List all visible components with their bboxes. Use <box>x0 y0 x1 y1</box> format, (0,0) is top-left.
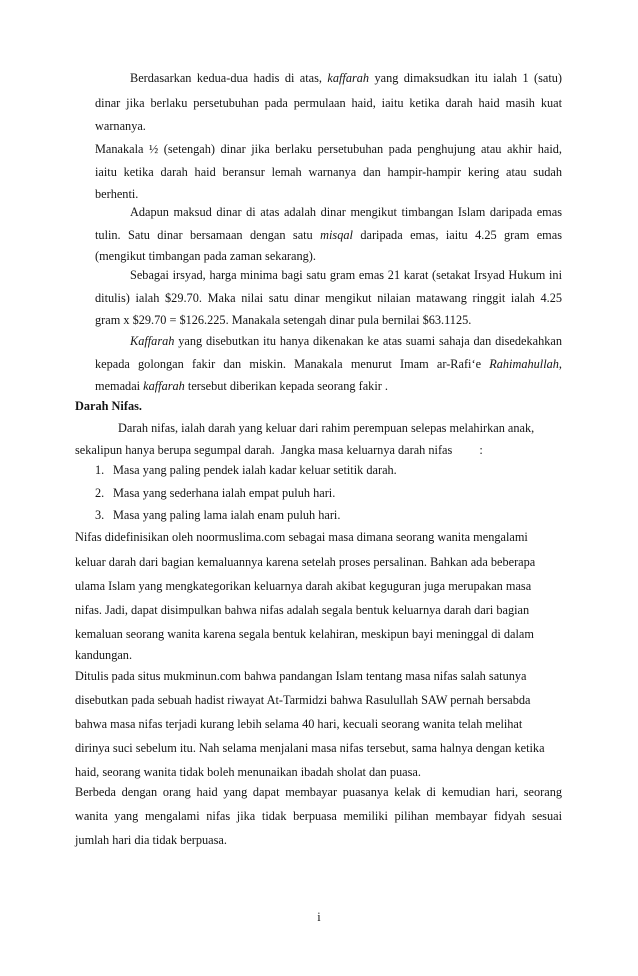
hadith-line: dirinya suci sebelum itu. Nah selama menjalani masa nifas tersebut, sama halnya dengan ketika <box>75 741 545 755</box>
list-item <box>95 507 340 523</box>
kaffarah-paragraph-line <box>95 378 388 394</box>
definition-line: nifas. Jadi, dapat disimpulkan bahwa nifas adalah segala bentuk keluarnya darah dari bagian <box>75 603 530 617</box>
kaffarah-paragraph-line <box>95 290 562 306</box>
text-segment: memadai <box>95 379 144 393</box>
kaffarah-paragraph-line <box>95 118 146 134</box>
italic-term: kaffarah <box>143 379 185 393</box>
text-segment: warnanya. <box>95 119 146 133</box>
text-segment: yang dimaksudkan itu ialah 1 (satu) <box>369 71 562 85</box>
italic-term: kaffarah <box>327 71 370 85</box>
text-segment: Adapun maksud dinar di atas adalah dinar mengikut timbangan Islam daripada emas <box>130 205 562 219</box>
text-segment: tersebut diberikan kepada seorang fakir . <box>184 379 388 393</box>
text-segment: tulin. Satu dinar bersamaan dengan satu <box>95 228 321 242</box>
kaffarah-paragraph-line <box>95 248 316 264</box>
list-item-text: Masa yang sederhana ialah empat puluh hari. <box>113 486 336 500</box>
text-segment: dinar jika berlaku persetubuhan pada permulaan haid, iaitu ketika darah haid masih kuat <box>95 96 562 110</box>
list-item <box>95 485 335 501</box>
text-segment: Manakala ½ (setengah) dinar jika berlaku persetubuhan pada penghujung atau akhir haid, <box>95 142 562 156</box>
list-item-text: Masa yang paling lama ialah enam puluh hari. <box>113 508 341 522</box>
kaffarah-paragraph-line <box>95 186 138 202</box>
italic-term: Kaffarah <box>130 334 175 348</box>
list-item <box>95 462 397 478</box>
list-item-text: Masa yang paling pendek ialah kadar keluar setitik darah. <box>113 463 397 477</box>
hadith-line: bahwa masa nifas terjadi kurang lebih selama 40 hari, kecuali seorang wanita telah melihat <box>75 717 523 731</box>
intro-colon: : <box>479 443 483 457</box>
definition-line: kemaluan seorang wanita karena segala bentuk kelahiran, meskipun bayi meninggal di dalam <box>75 627 534 641</box>
text-segment: sekalipun hanya berupa segumpal darah. Jangka masa keluarnya darah nifas <box>75 443 453 457</box>
hadith-line: haid, seorang wanita tidak boleh menunaikan ibadah sholat dan puasa. <box>75 765 421 779</box>
list-number: 1. <box>95 463 105 477</box>
hadith-line: disebutkan pada sebuah hadist riwayat At-Tarmidzi bahwa Rasulullah SAW pernah bersabda <box>75 693 531 707</box>
section-heading: Darah Nifas. <box>75 399 142 413</box>
italic-term: Rahimahullah <box>489 357 559 371</box>
kaffarah-paragraph-line <box>130 333 562 349</box>
text-segment: iaitu ketika darah haid beransur lemah warnanya dan hampir-hampir kering atau sudah <box>95 165 562 179</box>
hadith-line: Ditulis pada situs mukminun.com bahwa pandangan Islam tentang masa nifas salah satunya <box>75 669 527 683</box>
text-segment: Sebagai irsyad, harga minima bagi satu gram emas 21 karat (setakat Irsyad Hukum ini <box>130 268 562 282</box>
kaffarah-paragraph-line <box>95 164 562 180</box>
kaffarah-paragraph-line <box>95 312 471 328</box>
fidyah-line: Berbeda dengan orang haid yang dapat membayar puasanya kelak di kemudian hari, seorang <box>75 785 562 799</box>
definition-line: keluar darah dari bagian kemaluannya karena setelah proses persalinan. Bahkan ada beberapa <box>75 555 536 569</box>
list-number: 2. <box>95 486 105 500</box>
text-segment: yang disebutkan itu hanya dikenakan ke atas suami sahaja dan disedekahkan <box>174 334 562 348</box>
nifas-intro-line: Darah nifas, ialah darah yang keluar dari rahim perempuan selepas melahirkan anak, <box>118 421 535 435</box>
kaffarah-paragraph-line <box>95 95 562 111</box>
kaffarah-paragraph-line <box>95 356 562 372</box>
kaffarah-paragraph-line <box>130 70 562 86</box>
text-segment: berhenti. <box>95 187 139 201</box>
italic-term: misqal <box>320 228 353 242</box>
kaffarah-paragraph-line <box>95 227 562 243</box>
text-segment: daripada emas, iaitu 4.25 gram emas <box>352 228 562 242</box>
nifas-intro-line <box>75 442 483 458</box>
definition-line: Nifas didefinisikan oleh noormuslima.com sebagai masa dimana seorang wanita mengalami <box>75 530 528 544</box>
definition-line: ulama Islam yang mengkategorikan keluarnya darah akibat keguguran juga merupakan masa <box>75 579 532 593</box>
text-segment: (mengikut timbangan pada zaman sekarang). <box>95 249 316 263</box>
text-segment: gram x $29.70 = $126.225. Manakala setengah dinar pula bernilai $63.1125. <box>95 313 472 327</box>
text-segment: kepada golongan fakir dan miskin. Manakala menurut Imam ar-Rafi‘e <box>95 357 490 371</box>
fidyah-line: wanita yang mengalami nifas jika tidak berpuasa memiliki pilihan membayar fidyah sesuai <box>75 809 562 823</box>
text-segment: ditulis) ialah $29.70. Maka nilai satu dinar mengikut nilaian matawang ringgit ialah 4.25 <box>95 291 562 305</box>
text-segment: Berdasarkan kedua-dua hadis di atas, <box>130 71 328 85</box>
list-number: 3. <box>95 508 105 522</box>
kaffarah-paragraph-line <box>130 267 562 283</box>
page-number: i <box>317 910 321 924</box>
text-segment: , <box>558 357 562 371</box>
kaffarah-paragraph-line <box>95 141 562 157</box>
definition-line: kandungan. <box>75 648 133 662</box>
fidyah-line: jumlah hari dia tidak berpuasa. <box>75 833 227 847</box>
kaffarah-paragraph-line <box>130 204 562 220</box>
